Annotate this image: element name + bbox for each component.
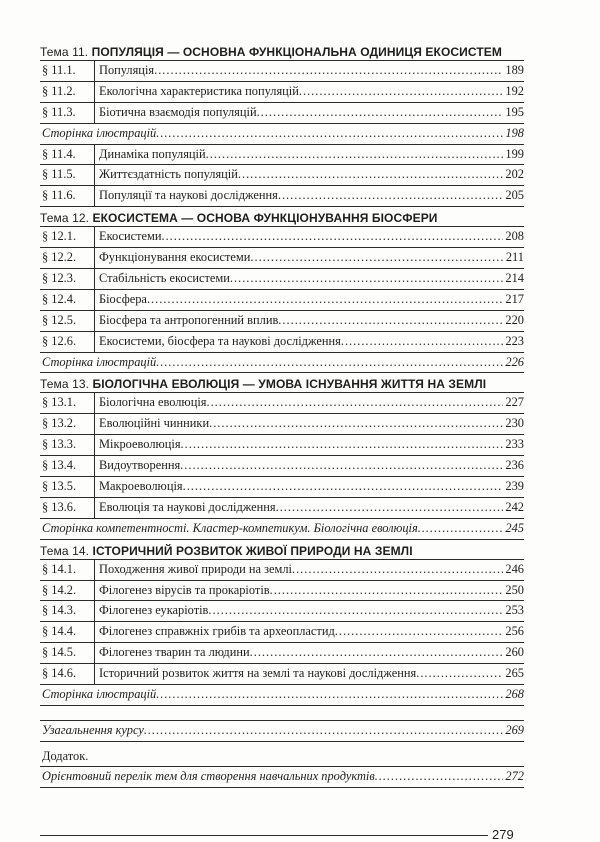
- toc-entry: [40, 103, 524, 124]
- entry-page: 220: [505, 312, 524, 327]
- entry-page: 214: [505, 271, 524, 286]
- entry-title: Екосистеми: [99, 229, 162, 244]
- topic-heading: [40, 210, 524, 226]
- entry-title: Динаміка популяцій: [99, 146, 206, 161]
- topic-title: ПОПУЛЯЦІЯ — ОСНОВНА ФУНКЦІОНАЛЬНА ОДИНИЦЯ ЕКОСИСТЕМ: [91, 45, 502, 59]
- entry-page: 233: [505, 437, 524, 452]
- toc-entry: [40, 685, 524, 706]
- toc-entry: [40, 622, 524, 643]
- summary-block: [40, 720, 524, 742]
- section-number: § 12.2.: [40, 248, 95, 268]
- dot-leader: [299, 82, 504, 102]
- topic-title: ІСТОРИЧНИЙ РОЗВИТОК ЖИВОЇ ПРИРОДИ НА ЗЕМЛІ: [92, 543, 413, 558]
- toc-entry: [40, 721, 524, 742]
- entry-title: Філогенез еукаріотів: [99, 603, 209, 618]
- entry-title: Біотична взаємодія популяцій: [99, 104, 257, 119]
- section-number: § 13.6.: [40, 498, 95, 518]
- dot-leader: [341, 332, 504, 352]
- dot-leader: [250, 248, 503, 268]
- dot-leader: [278, 311, 503, 331]
- dot-leader: [180, 456, 503, 476]
- toc-entry: [40, 332, 524, 353]
- dot-leader: [270, 581, 504, 601]
- topic-number: Тема 13.: [40, 377, 90, 392]
- entry-title-cell: [95, 145, 524, 165]
- topic-title: ЕКОСИСТЕМА — ОСНОВА ФУНКЦІОНУВАННЯ БІОСФЕРИ: [92, 211, 438, 226]
- dot-leader: [206, 145, 504, 165]
- toc-entry: [40, 227, 524, 248]
- entry-title-cell: [95, 269, 524, 289]
- dot-leader: [209, 414, 503, 434]
- dot-leader: [276, 498, 504, 518]
- dot-leader: [144, 721, 504, 741]
- section-number: § 11.4.: [40, 145, 95, 165]
- section-number: § 12.4.: [40, 290, 95, 310]
- toc-entry: [40, 311, 524, 332]
- topic-heading: [40, 543, 524, 559]
- toc-entry: [40, 82, 524, 103]
- topic-block: [40, 210, 524, 373]
- entry-page: 202: [505, 167, 524, 182]
- entry-title-cell: [95, 581, 524, 601]
- entry-page: 239: [505, 479, 524, 494]
- entry-title: Сторінка ілюстрацій: [42, 687, 157, 702]
- entry-title: Життєздатність популяцій: [99, 167, 238, 182]
- entry-title: Популяції та наукові дослідження: [99, 188, 278, 203]
- dot-leader: [250, 643, 504, 663]
- entry-title: Біосфера та антропогенний вплив: [99, 312, 279, 327]
- toc-entry: [40, 664, 524, 685]
- section-number: § 11.1.: [40, 61, 95, 81]
- section-number: § 13.4.: [40, 456, 95, 476]
- entry-title: Філогенез вірусів та прокаріотів: [99, 582, 270, 597]
- entry-title-cell: [40, 685, 524, 705]
- dot-leader: [238, 165, 504, 185]
- dot-leader: [418, 519, 504, 539]
- entry-title-cell: [95, 165, 524, 185]
- entry-page: 195: [505, 104, 524, 119]
- entry-title-cell: [40, 767, 524, 787]
- entry-title-cell: [95, 498, 524, 518]
- entry-page: 230: [505, 416, 524, 431]
- toc-entry: [40, 767, 524, 788]
- topic-number: Тема 12.: [40, 211, 90, 226]
- toc-entry: [40, 124, 524, 145]
- entry-title: Мікроеволюція: [99, 437, 181, 452]
- dot-leader: [278, 186, 504, 206]
- entry-title-cell: [95, 186, 524, 206]
- entry-page: 272: [505, 768, 524, 783]
- entry-page: 236: [505, 458, 524, 473]
- entry-title-cell: [95, 456, 524, 476]
- topic-entries: [40, 226, 524, 373]
- toc-entry: [40, 560, 524, 581]
- topic-entries: [40, 392, 524, 539]
- toc-entry: [40, 186, 524, 207]
- dot-leader: [156, 685, 503, 705]
- section-number: § 12.1.: [40, 227, 95, 247]
- entry-page: 198: [505, 125, 524, 140]
- dot-leader: [208, 601, 503, 621]
- entry-title: Біологічна еволюція: [99, 395, 207, 410]
- entry-title: Сторінка ілюстрацій: [42, 354, 157, 369]
- entry-page: 227: [505, 395, 524, 410]
- entry-page: 268: [505, 687, 524, 702]
- entry-title-cell: [95, 311, 524, 331]
- dot-leader: [335, 622, 504, 642]
- section-number: § 14.1.: [40, 560, 95, 580]
- entry-title-cell: [95, 248, 524, 268]
- page-number: 279: [492, 827, 514, 842]
- entry-title: Екологічна характеристика популяцій: [99, 83, 299, 98]
- section-number: § 13.2.: [40, 414, 95, 434]
- topic-title: БІОЛОГІЧНА ЕВОЛЮЦІЯ — УМОВА ІСНУВАННЯ ЖИТТЯ НА ЗЕМЛІ: [92, 377, 487, 392]
- toc-entry: [40, 248, 524, 269]
- dot-leader: [292, 560, 503, 580]
- entry-title-cell: [40, 124, 524, 144]
- entry-title: Стабільність екосистеми: [99, 271, 230, 286]
- toc-entry: [40, 601, 524, 622]
- dot-leader: [156, 124, 503, 144]
- toc-entry: [40, 353, 524, 374]
- entry-title-cell: [95, 82, 524, 102]
- entry-title: Філогенез тварин та людини: [99, 645, 250, 660]
- entry-page: 208: [505, 229, 524, 244]
- topic-entries: [40, 559, 524, 706]
- entry-title-cell: [95, 414, 524, 434]
- footer-rule: [40, 835, 488, 836]
- toc-entry: [40, 477, 524, 498]
- toc-entry: [40, 498, 524, 519]
- entry-title: Історичний розвиток життя на землі та наукові дослідження: [99, 666, 417, 681]
- dot-leader: [161, 227, 503, 247]
- topic-block: [40, 376, 524, 539]
- entry-title: Еволюція та наукові дослідження: [99, 499, 276, 514]
- entry-page: 226: [505, 354, 524, 369]
- entry-title-cell: [95, 332, 524, 352]
- entry-title-cell: [95, 61, 524, 81]
- entry-title-cell: [95, 601, 524, 621]
- entry-title-cell: [95, 622, 524, 642]
- entry-page: 217: [505, 291, 524, 306]
- section-number: § 14.6.: [40, 664, 95, 684]
- entry-title-cell: [95, 393, 524, 413]
- toc-entry: [40, 290, 524, 311]
- section-number: § 13.3.: [40, 435, 95, 455]
- entry-title: Популяція: [99, 63, 155, 77]
- entry-title: Орієнтовний перелік тем для створення навчальних продуктів: [42, 768, 375, 783]
- toc-entry: [40, 435, 524, 456]
- entry-page: 265: [505, 666, 524, 681]
- entry-page: 242: [505, 499, 524, 514]
- entry-page: 250: [505, 582, 524, 597]
- dot-leader: [257, 103, 504, 123]
- section-number: § 11.2.: [40, 82, 95, 102]
- toc-entry: [40, 393, 524, 414]
- section-number: § 12.3.: [40, 269, 95, 289]
- toc-entry: [40, 269, 524, 290]
- dot-leader: [183, 477, 504, 497]
- entry-page: 245: [505, 520, 524, 535]
- entry-page: 192: [505, 83, 524, 98]
- entry-page: 223: [505, 333, 524, 348]
- entry-title: Екосистеми, біосфера та наукові дослідження: [99, 333, 341, 348]
- appendix-block: [40, 766, 524, 788]
- entry-page: 253: [505, 603, 524, 618]
- entry-title: Сторінка компетентності. Кластер-компетикум. Біологічна еволюція: [42, 520, 418, 535]
- toc-entry: [40, 61, 524, 82]
- entry-title: Філогенез справжніх грибів та археопластид: [99, 624, 335, 639]
- entry-title-cell: [95, 664, 524, 684]
- section-number: § 11.3.: [40, 103, 95, 123]
- topic-entries: [40, 60, 524, 207]
- entry-title-cell: [95, 643, 524, 663]
- dot-leader: [416, 664, 503, 684]
- entry-page: 246: [505, 561, 524, 576]
- toc-entry: [40, 414, 524, 435]
- toc-entry: [40, 165, 524, 186]
- entry-page: 260: [505, 645, 524, 660]
- entry-page: 205: [505, 188, 524, 203]
- entry-title-cell: [40, 519, 524, 539]
- section-number: § 13.1.: [40, 393, 95, 413]
- appendix-label: Додаток.: [42, 748, 89, 763]
- entry-title-cell: [95, 435, 524, 455]
- section-number: § 13.5.: [40, 477, 95, 497]
- entry-title-cell: [40, 353, 524, 373]
- section-number: § 11.6.: [40, 186, 95, 206]
- entry-title-cell: [95, 103, 524, 123]
- entry-title-cell: [95, 290, 524, 310]
- dot-leader: [147, 290, 503, 310]
- entry-title: Макроеволюція: [99, 479, 183, 494]
- entry-page: 199: [505, 146, 524, 161]
- topic-number: Тема 11.: [40, 45, 89, 59]
- section-number: § 11.5.: [40, 165, 95, 185]
- toc-entry: [40, 519, 524, 540]
- section-number: § 12.6.: [40, 332, 95, 352]
- section-number: § 14.4.: [40, 622, 95, 642]
- entry-title-cell: [95, 560, 524, 580]
- topic-heading: [40, 376, 524, 392]
- topic-heading: [40, 44, 524, 60]
- entry-title: Біосфера: [99, 291, 147, 306]
- entry-title: Сторінка ілюстрацій: [42, 125, 157, 140]
- entry-title: Функціонування екосистеми: [99, 250, 251, 265]
- entry-title-cell: [40, 721, 524, 741]
- toc-entry: [40, 456, 524, 477]
- toc-entry: [40, 643, 524, 664]
- toc-entry: [40, 581, 524, 602]
- section-number: § 14.2.: [40, 581, 95, 601]
- section-number: § 14.3.: [40, 601, 95, 621]
- entry-title: Еволюційні чинники: [99, 416, 210, 431]
- dot-leader: [230, 269, 504, 289]
- dot-leader: [181, 435, 504, 455]
- entry-title-cell: [95, 227, 524, 247]
- dot-leader: [375, 767, 504, 787]
- topic-number: Тема 14.: [40, 543, 90, 558]
- dot-leader: [154, 61, 503, 81]
- entry-page: 269: [505, 722, 524, 737]
- entry-title: Походження живої природи на землі: [99, 561, 292, 576]
- toc-entry: [40, 145, 524, 166]
- entry-title: Видоутворення: [99, 458, 181, 473]
- entry-page: 211: [505, 250, 524, 265]
- topic-block: [40, 44, 524, 207]
- topic-block: [40, 543, 524, 706]
- section-number: § 14.5.: [40, 643, 95, 663]
- entry-page: 189: [505, 63, 524, 77]
- entry-title: Узагальнення курсу: [42, 722, 144, 737]
- dot-leader: [206, 393, 503, 413]
- section-number: § 12.5.: [40, 311, 95, 331]
- table-of-contents: [40, 44, 524, 788]
- entry-title-cell: [95, 477, 524, 497]
- dot-leader: [156, 353, 503, 373]
- entry-page: 256: [505, 624, 524, 639]
